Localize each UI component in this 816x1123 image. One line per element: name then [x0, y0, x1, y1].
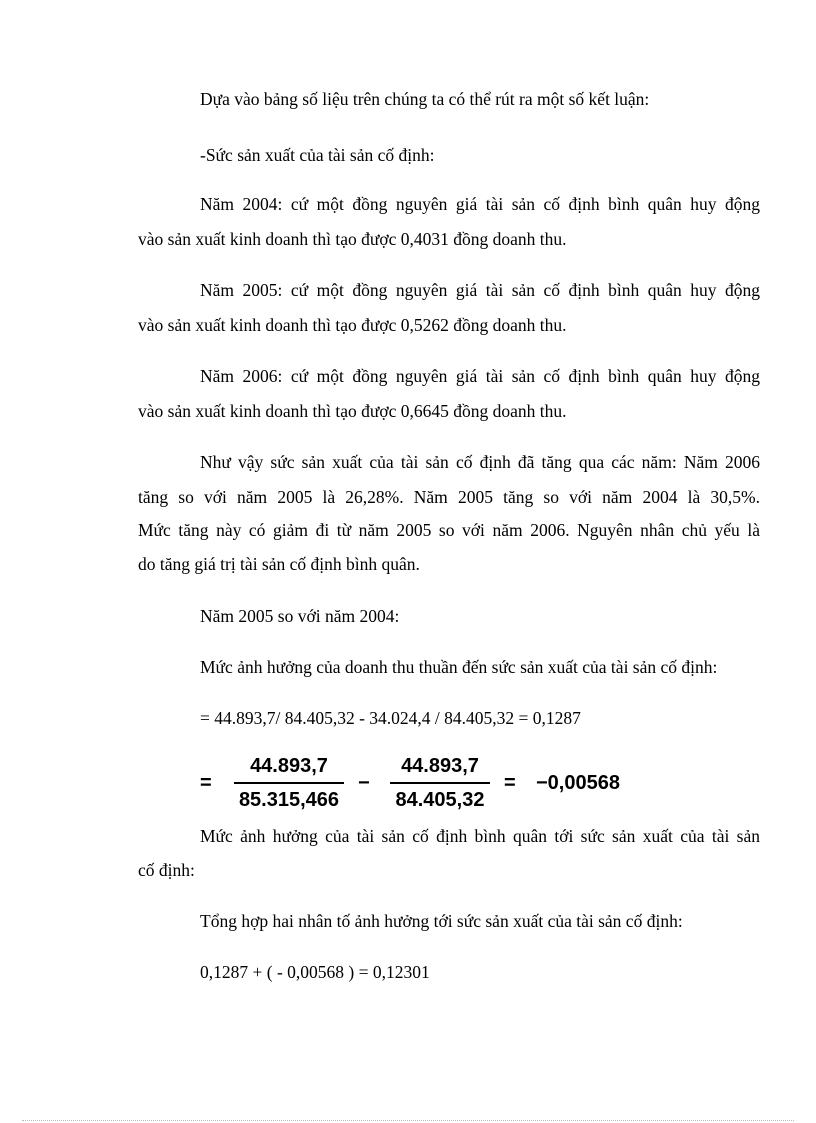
combined-calculation: 0,1287 + ( - 0,00568 ) = 0,12301: [200, 962, 430, 982]
y2006-line-2: vào sản xuất kinh doanh thì tạo được 0,6645 đồng doanh thu.: [138, 401, 567, 421]
formula-lead-sign: =: [200, 772, 212, 794]
fraction-1-denominator: 85.315,466: [238, 789, 340, 811]
compare-heading: Năm 2005 so với năm 2004:: [200, 606, 400, 626]
formula-result: −0,00568: [536, 772, 620, 794]
revenue-calculation: = 44.893,7/ 84.405,32 - 34.024,4 / 84.405,32 = 0,1287: [200, 708, 581, 728]
y2004-line-1: Năm 2004: cứ một đồng nguyên giá tài sản cố định bình quân huy động: [200, 194, 760, 214]
combined-heading: Tổng hợp hai nhân tố ảnh hưởng tới sức sản xuất của tài sản cố định:: [200, 911, 683, 931]
summary-line-1: Như vậy sức sản xuất của tài sản cố định đã tăng qua các năm: Năm 2006: [200, 452, 760, 472]
asset-effect-formula: [194, 752, 644, 814]
fraction-2-numerator: 44.893,7: [401, 755, 479, 777]
fraction-2-bar: [390, 782, 490, 784]
y2006-line-1: Năm 2006: cứ một đồng nguyên giá tài sản cố định bình quân huy động: [200, 366, 760, 386]
fixed-assets-heading: -Sức sản xuất của tài sản cố định:: [200, 145, 435, 165]
formula-fraction-1: [234, 752, 344, 814]
revenue-effect-text: Mức ảnh hưởng của doanh thu thuần đến sức sản xuất của tài sản cố định:: [200, 657, 718, 677]
fraction-1-numerator: 44.893,7: [250, 755, 328, 777]
formula-minus-sign: −: [358, 772, 370, 794]
formula-equals-sign: =: [504, 772, 516, 794]
asset-effect-line-2: cố định:: [138, 860, 195, 880]
intro-paragraph: Dựa vào bảng số liệu trên chúng ta có thể rút ra một số kết luận:: [200, 89, 650, 109]
fraction-2-denominator: 84.405,32: [395, 789, 485, 811]
asset-effect-line-1: Mức ảnh hưởng của tài sản cố định bình quân tới sức sản xuất của tài sản: [200, 826, 760, 846]
y2005-line-1: Năm 2005: cứ một đồng nguyên giá tài sản cố định bình quân huy động: [200, 280, 760, 300]
y2004-line-2: vào sản xuất kinh doanh thì tạo được 0,4031 đồng doanh thu.: [138, 229, 567, 249]
summary-line-2: tăng so với năm 2005 là 26,28%. Năm 2005 tăng so với năm 2004 là 30,5%.: [138, 487, 760, 507]
footer-divider: [22, 1120, 794, 1121]
y2005-line-2: vào sản xuất kinh doanh thì tạo được 0,5262 đồng doanh thu.: [138, 315, 567, 335]
fraction-1-bar: [234, 782, 344, 784]
formula-fraction-2: [390, 752, 490, 814]
summary-line-4: do tăng giá trị tài sản cố định bình quân.: [138, 554, 420, 574]
summary-line-3: Mức tăng này có giảm đi từ năm 2005 so với năm 2006. Nguyên nhân chủ yếu là: [138, 520, 760, 540]
